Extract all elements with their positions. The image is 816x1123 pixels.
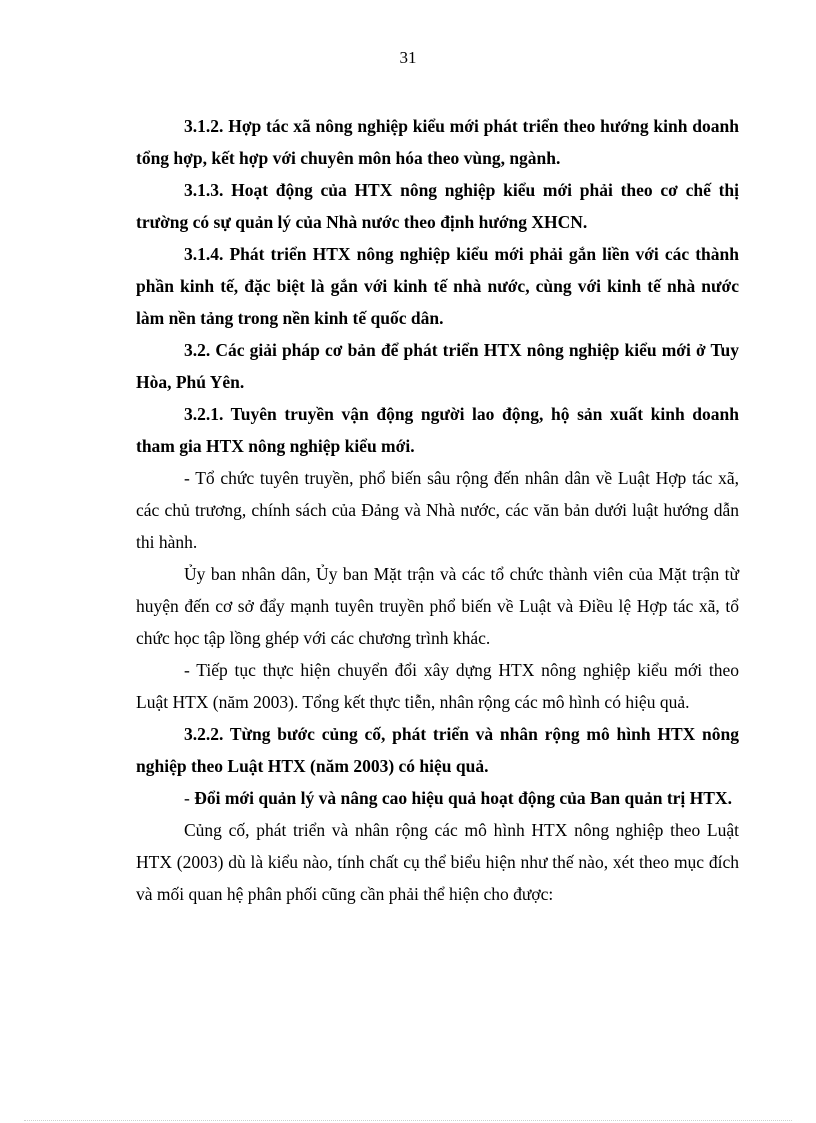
page-number: 31 (399, 48, 417, 67)
heading-3-1-2: 3.1.2. Hợp tác xã nông nghiệp kiểu mới phát triển theo hướng kinh doanh tổng hợp, kết hợp với chuyên môn hóa theo vùng, ngành. (136, 116, 739, 168)
page-bottom-divider (24, 1120, 792, 1121)
document-body (136, 110, 739, 910)
body-paragraph: - Tổ chức tuyên truyền, phổ biến sâu rộng đến nhân dân về Luật Hợp tác xã, các chủ trương, chính sách của Đảng và Nhà nước, các văn bản dưới luật hướng dẫn thi hành. (136, 468, 739, 552)
heading-3-1-4: 3.1.4. Phát triển HTX nông nghiệp kiểu mới phải gắn liền với các thành phần kinh tế, đặc biệt là gắn với kinh tế nhà nước, cùng với kinh tế nhà nước làm nền tảng trong nền kinh tế quốc dân. (136, 244, 739, 328)
bullet-text: Đổi mới quản lý và nâng cao hiệu quả hoạt động của Ban quản trị HTX. (194, 788, 732, 808)
bullet-dash: - (184, 788, 195, 808)
heading-3-2-1: 3.2.1. Tuyên truyền vận động người lao động, hộ sản xuất kinh doanh tham gia HTX nông nghiệp kiểu mới. (136, 404, 739, 456)
bold-bullet-paragraph (136, 782, 739, 814)
heading-3-2-2: 3.2.2. Từng bước củng cố, phát triển và nhân rộng mô hình HTX nông nghiệp theo Luật HTX (năm 2003) có hiệu quả. (136, 724, 739, 776)
body-paragraph: Ủy ban nhân dân, Ủy ban Mặt trận và các tổ chức thành viên của Mặt trận từ huyện đến cơ sở đẩy mạnh tuyên truyền phổ biến về Luật và Điều lệ Hợp tác xã, tổ chức học tập lồng ghép với các chương trình khác. (136, 564, 739, 648)
heading-3-1-3: 3.1.3. Hoạt động của HTX nông nghiệp kiểu mới phải theo cơ chế thị trường có sự quản lý của Nhà nước theo định hướng XHCN. (136, 180, 739, 232)
body-paragraph: Củng cố, phát triển và nhân rộng các mô hình HTX nông nghiệp theo Luật HTX (2003) dù là kiểu nào, tính chất cụ thể biểu hiện như thế nào, xét theo mục đích và mối quan hệ phân phối cũng cần phải thể hiện cho được: (136, 820, 739, 904)
body-paragraph: - Tiếp tục thực hiện chuyển đổi xây dựng HTX nông nghiệp kiểu mới theo Luật HTX (năm 2003). Tổng kết thực tiễn, nhân rộng các mô hình có hiệu quả. (136, 660, 739, 712)
heading-3-2: 3.2. Các giải pháp cơ bản để phát triển HTX nông nghiệp kiểu mới ở Tuy Hòa, Phú Yên. (136, 340, 739, 392)
